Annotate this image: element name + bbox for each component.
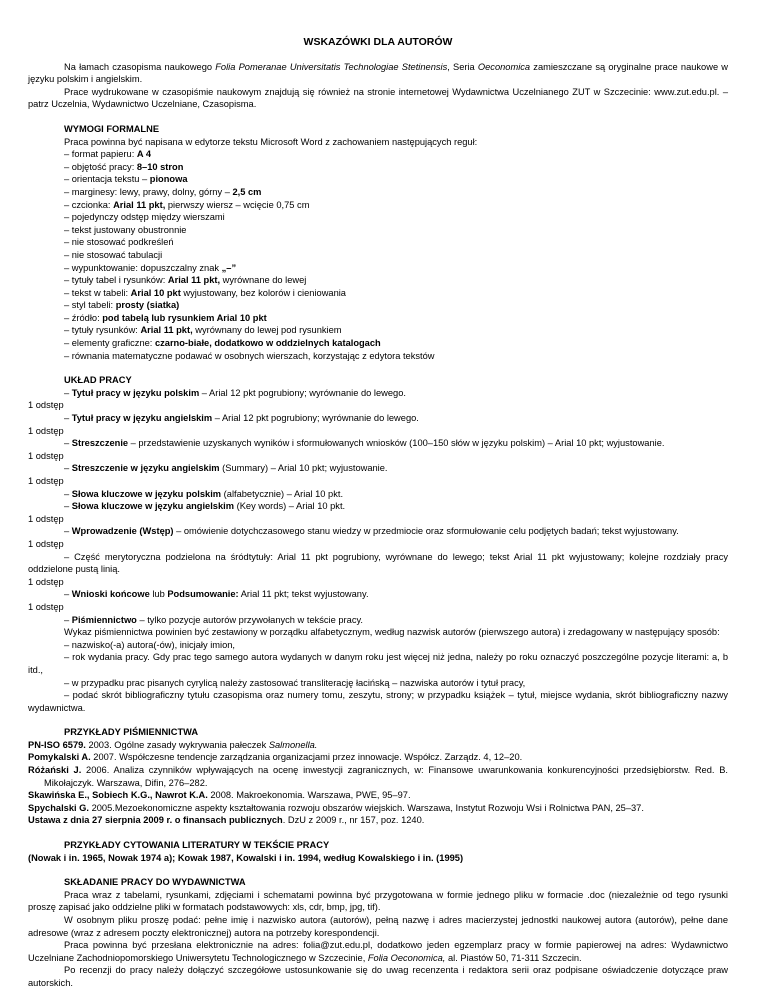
entry-dash: – — [64, 501, 72, 512]
entry-text: – tylko pozycje autorów przywołanych w tekście pracy. — [136, 614, 364, 625]
rule-value: Arial 10 pkt — [130, 287, 181, 298]
layout-entry — [28, 500, 728, 513]
entry-text: (alfabetycznie) – Arial 10 pkt. — [221, 488, 344, 499]
submission-paragraph-2: W osobnym pliku proszę podać: pełne imię i nazwisko autora (autorów), pełną nazwę i adres macierzystej jednostki naukowej autora (autorów), pełne dane adresowe (wraz z adresem poczty elektronicznej) autora na potrzeby korespondencji. — [28, 915, 728, 938]
entry-dash: – — [64, 438, 72, 449]
entry-label: Słowa kluczowe w języku polskim — [71, 488, 222, 499]
rule-text: – równania matematyczne podawać w osobnych wierszach, korzystając z edytora tekstów — [64, 350, 435, 361]
reference-text: . DzU z 2009 r., nr 157, poz. 1240. — [282, 815, 425, 826]
section-heading: WYMOGI FORMALNE — [64, 123, 160, 134]
spacer-note: 1 odstęp — [28, 476, 64, 486]
reference-text: 2008. Makroekonomia. Warszawa, PWE, 95–97. — [207, 790, 411, 801]
formal-rule — [64, 324, 728, 337]
intro-text: zamieszczane są oryginalne prace naukowe w języku polskim i angielskim. — [28, 61, 729, 85]
lit-rule: – podać skrót bibliograficzny tytułu czasopisma oraz numery tomu, zeszytu, strony; w przypadku książek – tytuł, miejsce wydania, skrót bibliograficzny nazwy wydawnictwa. — [28, 690, 728, 713]
reference-item — [28, 802, 728, 815]
layout-entry — [28, 462, 728, 475]
submission-paragraph-3 — [28, 939, 728, 964]
rule-text: – źródło: — [64, 312, 103, 323]
formal-rule — [64, 249, 728, 262]
rule-text: – elementy graficzne: — [64, 338, 155, 349]
spacer-note: 1 odstęp — [28, 450, 64, 461]
journal-name: Folia Pomeranae Universitatis Technologiae Stetinensis — [215, 61, 448, 72]
submission-text: al. Piastów 50, 71-311 Szczecin. — [445, 952, 582, 963]
entry-label: Słowa kluczowe w języku angielskim — [71, 501, 235, 512]
citations-section — [28, 839, 728, 864]
rule-value: „–” — [221, 262, 237, 273]
entry-dash: – — [64, 387, 72, 398]
rule-value: pionowa — [149, 174, 188, 185]
entry-text: – przedstawienie uzyskanych wyników i sformułowanych wniosków (100–150 słów w języku polskim) – Arial 10 pkt; wyjustowanie. — [128, 438, 665, 449]
formal-rule — [64, 186, 728, 199]
reference-item — [28, 739, 728, 752]
page-title: WSKAZÓWKI DLA AUTORÓW — [303, 36, 453, 48]
entry-dash: – — [64, 614, 72, 625]
layout-entry: – Część merytoryczna podzielona na śródtytuły: Arial 11 pkt pogrubiony, wyrównane do lewego; tekst Arial 11 pkt wyjustowany; kolejne rozdziały pracy oddzielone pustą linią. — [28, 551, 728, 575]
formal-rule — [64, 199, 728, 212]
rule-text: – objętość pracy: — [64, 161, 137, 172]
rule-text: – styl tabeli: — [64, 300, 116, 311]
layout-entries — [28, 387, 728, 714]
formal-rule — [64, 262, 728, 275]
rule-value: pod tabelą lub rysunkiem Arial 10 pkt — [102, 312, 267, 323]
entry-label: Podsumowanie: — [167, 589, 239, 600]
formal-rule — [64, 274, 728, 287]
entry-label: Tytuł pracy w języku angielskim — [71, 413, 213, 424]
rule-text: – format papieru: — [64, 149, 137, 160]
layout-entry — [28, 387, 728, 400]
entry-text: – omówienie dotychczasowego stanu wiedzy w przedmiocie oraz sformułowanie celu podjętych badań; tekst wyjustowany. — [173, 526, 679, 537]
intro-paragraph-1 — [28, 61, 728, 86]
examples-list — [28, 739, 728, 827]
layout-entry — [28, 588, 728, 601]
lit-rule: – nazwisko(-a) autora(-ów), inicjały imion, — [64, 639, 236, 650]
spacer-note: 1 odstęp — [28, 425, 64, 436]
rule-text: – tytuły tabel i rysunków: — [64, 275, 168, 286]
submission-section — [28, 876, 728, 989]
rule-text: – marginesy: lewy, prawy, dolny, górny – — [64, 186, 233, 197]
reference-item — [28, 764, 728, 789]
reference-text: 2006. Analiza czynników wpływających na ocenę inwestycji zagranicznych, w: Finansowe uwarunkowania konkurencyjności przedsiębiorstw. Red. B. Mikołajczyk. Warszawa, Difin, 276–282. — [44, 765, 728, 788]
examples-section — [28, 726, 728, 827]
section-heading: UKŁAD PRACY — [64, 375, 132, 386]
formal-rule — [64, 337, 728, 350]
rule-text: – tytuły rysunków: — [64, 325, 141, 336]
reference-author: PN-ISO 6579. — [28, 739, 86, 750]
rule-text: – czcionka: — [64, 199, 114, 210]
citation-examples: (Nowak i in. 1965, Nowak 1974 a); Kowak 1987, Kowalski i in. 1994, według Kowalskiego i in. (1995) — [28, 852, 464, 863]
entry-text: (Key words) – Arial 10 pkt. — [234, 501, 346, 512]
formal-section — [28, 123, 728, 362]
rule-text: – nie stosować podkreśleń — [64, 237, 174, 248]
spacer-note: 1 odstęp — [28, 400, 64, 411]
entry-label: Streszczenie — [71, 438, 129, 449]
reference-author: Ustawa z dnia 27 sierpnia 2009 r. o finansach publicznych — [28, 815, 283, 826]
reference-text: 2005.Mezoekonomiczne aspekty kształtowania rozwoju obszarów wiejskich. Warszawa, Instytut Rozwoju Wsi i Rolnictwa PAN, 25–37. — [88, 802, 644, 813]
lit-lead: Wykaz piśmiennictwa powinien być zestawiony w porządku alfabetycznym, według nazwisk autorów (pierwszego autora) i zredagowany w następujący sposób: — [64, 627, 720, 638]
entry-label: Piśmiennictwo — [71, 614, 137, 625]
entry-dash: – — [64, 463, 72, 474]
submission-paragraph-4: Po recenzji do pracy należy dołączyć szczegółowe ustosunkowanie się do uwag recenzenta i redaktora serii oraz podpisane oświadczenie dotyczące praw autorskich. — [28, 965, 728, 988]
entry-text: – Arial 12 pkt pogrubiony; wyrównanie do lewego. — [199, 387, 406, 398]
layout-entry — [28, 412, 728, 425]
rule-text: – orientacja tekstu – — [64, 174, 150, 185]
formal-rule — [64, 312, 728, 325]
entry-label: Streszczenie w języku angielskim — [71, 463, 220, 474]
spacer-note: 1 odstęp — [28, 538, 64, 549]
reference-author: Skawińska E., Sobiech K.G., Nawrot K.A. — [28, 790, 208, 801]
reference-italic: Salmonella. — [268, 739, 318, 750]
entry-label: Tytuł pracy w języku polskim — [71, 387, 200, 398]
reference-author: Pomykalski A. — [28, 752, 91, 763]
formal-rule — [64, 211, 728, 224]
layout-entry — [28, 488, 728, 501]
submission-text: Praca powinna być przesłana elektronicznie na adres: folia@zut.edu.pl, dodatkowo jeden egzemplarz pracy w formie papierowej na adres: Wydawnictwo Uczelniane Zachodniopomorskiego Uniwersytetu Technologicznego w Szczecinie, — [28, 940, 728, 963]
layout-section — [28, 374, 728, 714]
entry-text: (Summary) – Arial 10 pkt; wyjustowanie. — [219, 463, 388, 474]
formal-rule — [64, 148, 728, 161]
layout-entry — [28, 437, 728, 450]
entry-label: Wprowadzenie (Wstęp) — [71, 526, 174, 537]
rule-tail: wyjustowany, bez kolorów i cieniowania — [180, 287, 346, 298]
lit-rule: – rok wydania pracy. Gdy prac tego samego autora wydanych w danym roku jest więcej niż jedna, należy po roku oznaczyć poszczególne pozycje literami: a, b itd., — [28, 652, 728, 675]
section-heading: SKŁADANIE PRACY DO WYDAWNICTWA — [64, 877, 246, 888]
series-name: Oeconomica — [477, 61, 531, 72]
entry-label: Wnioski końcowe — [71, 589, 150, 600]
entry-text: Arial 11 pkt; tekst wyjustowany. — [238, 589, 369, 600]
layout-entry — [28, 614, 728, 627]
reference-item — [28, 751, 728, 764]
formal-rule — [64, 236, 728, 249]
reference-text: 2007. Współczesne tendencje zarządzania organizacjami przez innowacje. Współcz. Zarządz. 4, 12–20. — [90, 752, 523, 763]
intro-text: Na łamach czasopisma naukowego — [64, 61, 216, 72]
rule-tail: wyrównany do lewej pod rysunkiem — [192, 325, 342, 336]
lit-rule: – w przypadku prac pisanych cyrylicą należy zastosować transliterację łacińską – nazwiska autorów i tytuł pracy, — [64, 677, 526, 688]
rule-text: – tekst w tabeli: — [64, 287, 131, 298]
spacer-note: 1 odstęp — [28, 513, 64, 524]
formal-rule — [64, 287, 728, 300]
reference-item — [28, 814, 728, 827]
submission-paragraph-1: Praca wraz z tabelami, rysunkami, zdjęciami i schematami powinna być przygotowana w formie jednego pliku w formacie .doc (niezależnie od tego rysunki proszę zapisać jako oddzielne pliki w formatach podstawowych: xls, cdr, bmp, jpg, tif). — [28, 889, 728, 913]
reference-item — [28, 789, 728, 802]
rule-value: Arial 11 pkt, — [167, 275, 221, 286]
document-page — [28, 36, 728, 990]
formal-rule — [64, 350, 728, 363]
formal-rule — [64, 224, 728, 237]
spacer-note: 1 odstęp — [28, 601, 64, 612]
spacer-note: 1 odstęp — [28, 576, 64, 587]
rule-text: – wypunktowanie: dopuszczalny znak — [64, 262, 222, 273]
rule-value: Arial 11 pkt, — [140, 325, 193, 336]
formal-rule — [64, 299, 728, 312]
intro-text: , Seria — [447, 61, 478, 72]
entry-text: – Arial 12 pkt pogrubiony; wyrównanie do lewego. — [212, 413, 419, 424]
journal-name: Folia Oeconomica, — [367, 952, 446, 963]
rule-value: A 4 — [136, 149, 151, 160]
rule-value: 2,5 cm — [232, 186, 262, 197]
formal-rules-list — [64, 148, 728, 362]
entry-dash: – — [64, 413, 72, 424]
rule-text: – nie stosować tabulacji — [64, 249, 163, 260]
rule-text: – pojedynczy odstęp między wierszami — [64, 212, 225, 223]
reference-author: Spychalski G. — [28, 802, 89, 813]
section-heading: PRZYKŁADY PIŚMIENNICTWA — [64, 727, 199, 738]
rule-tail: wyrównane do lewej — [220, 275, 307, 286]
entry-dash: – — [64, 488, 72, 499]
rule-value: prosty (siatka) — [115, 300, 180, 311]
formal-rule — [64, 161, 728, 174]
entry-text: lub — [149, 589, 168, 600]
section-heading: PRZYKŁADY CYTOWANIA LITERATURY W TEKŚCIE PRACY — [64, 840, 330, 851]
entry-dash: – — [64, 589, 72, 600]
rule-tail: pierwszy wiersz – wcięcie 0,75 cm — [165, 199, 310, 210]
entry-dash: – — [64, 526, 72, 537]
formal-lead: Praca powinna być napisana w edytorze tekstu Microsoft Word z zachowaniem następujących reguł: — [64, 136, 478, 147]
reference-author: Różański J. — [28, 765, 82, 776]
rule-value: 8–10 stron — [136, 161, 184, 172]
formal-rule — [64, 173, 728, 186]
rule-text: – tekst justowany obustronnie — [64, 224, 187, 235]
rule-value: czarno-białe, dodatkowo w oddzielnych katalogach — [154, 338, 381, 349]
intro-paragraph-2: Prace wydrukowane w czasopiśmie naukowym znajdują się również na stronie internetowej Wydawnictwa Uczelnianego ZUT w Szczecinie: www.zut.edu.pl. – patrz Uczelnia, Wydawnictwo Uczelniane, Czasopisma. — [28, 86, 728, 110]
reference-text: 2003. Ogólne zasady wykrywania pałeczek — [85, 739, 269, 750]
rule-value: Arial 11 pkt, — [113, 199, 166, 210]
layout-entry — [28, 525, 728, 538]
